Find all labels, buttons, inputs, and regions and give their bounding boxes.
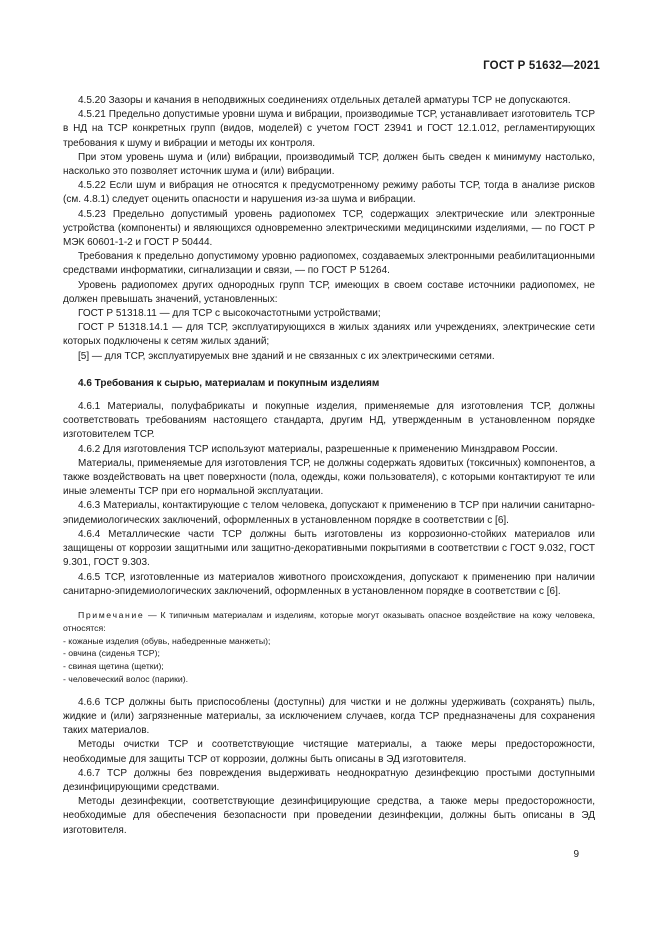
note-list-item: - свиная щетина (щетки); <box>63 661 164 672</box>
note-list-item: - кожаные изделия (обувь, набедренные манжеты); <box>63 635 271 646</box>
paragraph: При этом уровень шума и (или) вибрации, производимый ТСР, должен быть сведен к минимуму настолько, насколько это позволяет источник шума и (или) вибрации. <box>63 151 595 178</box>
note-intro <box>63 609 595 635</box>
note-label: Примечание <box>78 609 145 620</box>
note-block <box>63 609 595 686</box>
paragraph-4-6-6: 4.6.6 ТСР должны быть приспособлены (доступны) для чистки и не должны удерживать (сохранять) пыль, жидкие и (или) загрязненные материалы, за исключением случаев, когда ТСР предназначены для сохранения таких материалов. <box>63 696 595 737</box>
paragraph: Материалы, применяемые для изготовления ТСР, не должны содержать ядовитых (токсичных) компонентов, а также воздействовать на цвет поверхности (пола, одежды, кожи пользователя), с которыми контактируют те или иные элементы ТСР при его нормальной эксплуатации. <box>63 457 595 498</box>
paragraph-4-6-3: 4.6.3 Материалы, контактирующие с телом человека, допускают к применению в ТСР при наличии санитарно-эпидемиологических заключений, оформленных в установленном порядке в соответствии с [6]. <box>63 500 595 526</box>
paragraph: Методы дезинфекции, соответствующие дезинфицирующие средства, а также меры предосторожности, необходимые для обеспечения безопасности при проведении дезинфекции, должны быть описаны в ЭД изготовителя. <box>63 796 595 836</box>
paragraph-4-6-1: 4.6.1 Материалы, полуфабрикаты и покупные изделия, применяемые для изготовления ТСР, должны соответствовать требованиям настоящего стандарта, другим НД, утвержденным в установленном порядке изготовителем ТСР. <box>63 401 595 441</box>
paragraph: Требования к предельно допустимому уровню радиопомех, создаваемых электронными реабилитационными средствами информатики, сигнализации и связи, — по ГОСТ Р 51264. <box>63 251 595 277</box>
after-note-section <box>63 696 595 838</box>
paragraph-4-5-23: 4.5.23 Предельно допустимый уровень радиопомех ТСР, содержащих электрические или электронные устройства (компоненты) и являющихся одновременно электрическими медицинскими изделиями, — по ГОСТ Р МЭК 60601-1-2 и ГОСТ Р 50444. <box>63 208 595 249</box>
note-text: — К типичным материалам и изделиям, которые могут оказывать опасное воздействие на кожу человека, относятся: <box>63 609 595 633</box>
paragraph-4-5-22: 4.5.22 Если шум и вибрация не относятся к предусмотренному режиму работы ТСР, тогда в анализе рисков (см. 4.8.1) следует оценить опасности и нарушения из-за шума и вибрации. <box>63 180 595 206</box>
paragraph: Уровень радиопомех других однородных групп ТСР, имеющих в своем составе источники радиопомех, не должен превышать значений, установленных: <box>63 279 595 305</box>
paragraph-4-5-21: 4.5.21 Предельно допустимые уровни шума и вибрации, производимые ТСР, устанавливает изготовитель ТСР в НД на ТСР конкретных групп (видов, моделей) с учетом ГОСТ 23941 и ГОСТ 12.1.012, регламентирующих требования к шуму и вибрации и методы их контроля. <box>63 109 595 149</box>
paragraph: ГОСТ Р 51318.14.1 — для ТСР, эксплуатирующихся в жилых зданиях или учреждениях, электрические сети которых подключены к сетям жилых зданий; <box>63 322 595 348</box>
page-number: 9 <box>573 849 579 860</box>
document-body <box>63 94 595 838</box>
paragraph: [5] — для ТСР, эксплуатируемых вне зданий и не связанных с их электрическими сетями. <box>78 350 495 362</box>
paragraph-4-6-7: 4.6.7 ТСР должны без повреждения выдерживать неоднократную дезинфекцию простыми доступными дезинфицирующими средствами. <box>63 767 595 793</box>
note-list-item: - человеческий волос (парики). <box>63 673 189 684</box>
note-list-item: - овчина (сиденья ТСР); <box>63 648 160 659</box>
paragraph-4-6-2: 4.6.2 Для изготовления ТСР используют материалы, разрешенные к применению Минздравом России. <box>78 443 558 455</box>
document-id-header: ГОСТ Р 51632—2021 <box>483 60 600 72</box>
section-title: 4.6 Требования к сырью, материалам и покупным изделиям <box>78 377 380 389</box>
paragraph-4-6-4: 4.6.4 Металлические части ТСР должны быть изготовлены из коррозионно-стойких материалов или защищены от коррозии защитными или защитно-декоративными покрытиями в соответствии с ГОСТ 9.032, ГОСТ 9.301, ГОСТ 9.303. <box>63 528 595 569</box>
paragraph-4-6-5: 4.6.5 ТСР, изготовленные из материалов животного происхождения, допускают к применению при наличии санитарно-эпидемиологических заключений, оформленных в установленном порядке в соответствии с [6]. <box>63 571 595 597</box>
paragraph-4-5-20: 4.5.20 Зазоры и качания в неподвижных соединениях отдельных деталей арматуры ТСР не допускаются. <box>78 95 571 106</box>
paragraph: ГОСТ Р 51318.11 — для ТСР с высокочастотными устройствами; <box>78 308 381 320</box>
paragraph: Методы очистки ТСР и соответствующие чистящие материалы, а также меры предосторожности, необходимые для защиты ТСР от коррозии, должны быть описаны в ЭД изготовителя. <box>63 739 595 765</box>
